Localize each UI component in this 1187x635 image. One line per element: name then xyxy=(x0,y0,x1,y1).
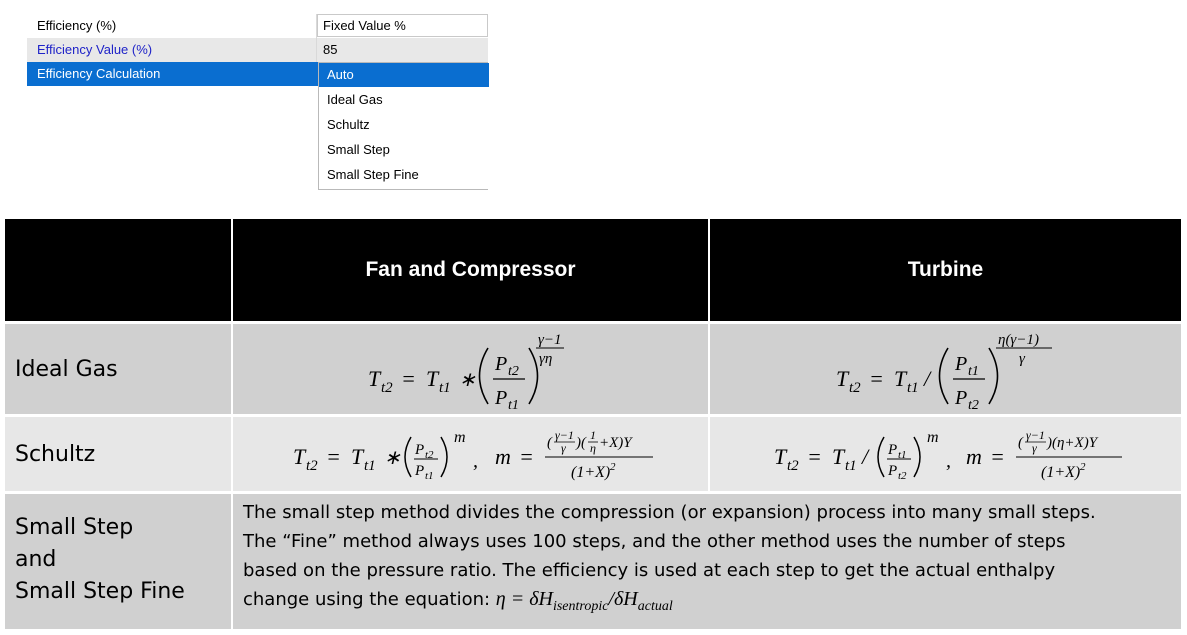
description-line: The small step method divides the compression (or expansion) process into many small steps. xyxy=(243,502,1096,523)
schultz-compressor-equation xyxy=(233,417,708,491)
svg-text:t2: t2 xyxy=(306,458,318,474)
column-divider xyxy=(316,14,317,62)
svg-text:T: T xyxy=(368,366,381,391)
efficiency-value-field[interactable]: 85 xyxy=(323,42,338,57)
property-label: Efficiency Calculation xyxy=(37,66,161,81)
svg-text:t1: t1 xyxy=(508,398,519,413)
svg-text:=: = xyxy=(990,444,1005,469)
svg-text:,: , xyxy=(473,450,478,472)
svg-text:t1: t1 xyxy=(845,458,857,474)
property-label: Efficiency Value (%) xyxy=(37,42,153,57)
svg-text:T: T xyxy=(894,366,907,391)
svg-text:γη: γη xyxy=(539,351,553,367)
svg-text:t2: t2 xyxy=(849,380,861,396)
svg-text:P: P xyxy=(888,442,898,458)
row-label-schultz: Schultz xyxy=(5,417,231,491)
svg-text:=: = xyxy=(807,444,822,469)
svg-text:t1: t1 xyxy=(364,458,376,474)
ideal-gas-compressor-equation xyxy=(233,324,708,414)
svg-text:/: / xyxy=(862,444,869,469)
row-label-small-step xyxy=(5,494,231,629)
efficiency-mode-field[interactable] xyxy=(317,14,488,37)
svg-text:(: ( xyxy=(547,435,552,451)
svg-text:t1: t1 xyxy=(898,449,907,461)
dropdown-option-small-step-fine[interactable]: Small Step Fine xyxy=(327,167,419,182)
schultz-turbine-equation xyxy=(710,417,1181,491)
equation-svg xyxy=(710,417,1181,491)
svg-text:=: = xyxy=(326,444,341,469)
header-empty xyxy=(5,219,231,321)
svg-text:T: T xyxy=(836,366,849,391)
svg-text:(1+X): (1+X) xyxy=(1041,464,1081,481)
efficiency-calculation-dropdown[interactable] xyxy=(318,62,488,190)
svg-text:m: m xyxy=(966,444,982,469)
svg-text:η(γ−1): η(γ−1) xyxy=(998,332,1039,348)
svg-text:∗: ∗ xyxy=(459,369,476,391)
svg-text:/: / xyxy=(924,366,931,391)
ideal-gas-turbine-equation xyxy=(710,324,1181,414)
svg-text:γ: γ xyxy=(561,441,566,455)
equation-svg xyxy=(233,417,708,491)
enthalpy-equation: $\eta = \delta H_{isentropic}/\delta H_{actual}$ xyxy=(495,588,673,614)
svg-text:t2: t2 xyxy=(787,458,799,474)
row-label-ideal-gas: Ideal Gas xyxy=(5,324,231,414)
label-line: Small Step xyxy=(15,515,134,540)
property-row-efficiency[interactable] xyxy=(27,14,488,38)
dropdown-option-ideal-gas[interactable]: Ideal Gas xyxy=(327,92,383,107)
svg-text:t1: t1 xyxy=(968,364,979,379)
svg-text:t2: t2 xyxy=(381,380,393,396)
svg-text:1: 1 xyxy=(590,428,596,442)
label-line: and xyxy=(15,547,57,572)
svg-text:m: m xyxy=(495,444,511,469)
equation-svg xyxy=(233,324,708,414)
property-row-efficiency-value[interactable] xyxy=(27,38,488,62)
svg-text:P: P xyxy=(415,442,425,458)
svg-text:t1: t1 xyxy=(907,380,919,396)
label-line: Small Step Fine xyxy=(15,579,185,604)
property-label: Efficiency (%) xyxy=(37,18,117,33)
svg-text:γ−1: γ−1 xyxy=(555,428,574,442)
svg-text:γ: γ xyxy=(1019,351,1025,367)
efficiency-methods-table xyxy=(5,219,1181,629)
svg-text:=: = xyxy=(869,366,884,391)
description-line-with-equation xyxy=(243,585,1171,621)
svg-text:γ−1: γ−1 xyxy=(538,332,562,348)
dropdown-option-schultz[interactable]: Schultz xyxy=(327,117,370,132)
description-line: The “Fine” method always uses 100 steps, and the other method uses the number of steps xyxy=(243,531,1066,552)
svg-text:T: T xyxy=(774,444,787,469)
svg-text:(: ( xyxy=(1018,435,1023,451)
svg-text:T: T xyxy=(351,444,364,469)
svg-text:m: m xyxy=(454,429,466,446)
header-fan-compressor: Fan and Compressor xyxy=(233,219,708,321)
svg-text:γ: γ xyxy=(1032,441,1037,455)
property-value: Fixed Value % xyxy=(323,18,406,33)
svg-text:t1: t1 xyxy=(439,380,451,396)
small-step-description xyxy=(233,494,1181,629)
svg-text:T: T xyxy=(832,444,845,469)
svg-text:=: = xyxy=(401,366,416,391)
equation-svg xyxy=(710,324,1181,414)
svg-text:)(η+X)Y: )(η+X)Y xyxy=(1047,435,1098,451)
svg-text:)(: )( xyxy=(576,435,586,451)
svg-text:P: P xyxy=(955,353,968,375)
svg-text:t2: t2 xyxy=(508,364,519,379)
dropdown-option-small-step[interactable]: Small Step xyxy=(327,142,390,157)
svg-text:P: P xyxy=(955,387,968,409)
description-line: change using the equation: xyxy=(243,589,496,610)
svg-text:t2: t2 xyxy=(968,398,979,413)
svg-text:t2: t2 xyxy=(425,449,434,461)
svg-text:T: T xyxy=(293,444,306,469)
svg-text:T: T xyxy=(426,366,439,391)
svg-text:,: , xyxy=(946,450,951,472)
description-line: based on the pressure ratio. The efficiency is used at each step to get the actual enthalpy xyxy=(243,560,1056,581)
dropdown-option-auto[interactable]: Auto xyxy=(319,63,489,87)
svg-text:η: η xyxy=(590,441,596,455)
header-turbine: Turbine xyxy=(710,219,1181,321)
svg-text:γ−1: γ−1 xyxy=(1026,428,1045,442)
svg-text:2: 2 xyxy=(610,461,616,473)
svg-text:+X)Y: +X)Y xyxy=(599,435,632,451)
svg-text:2: 2 xyxy=(1080,461,1086,473)
svg-text:=: = xyxy=(519,444,534,469)
svg-text:P: P xyxy=(495,387,508,409)
svg-text:P: P xyxy=(495,353,508,375)
svg-text:t2: t2 xyxy=(898,470,907,482)
svg-text:t1: t1 xyxy=(425,470,434,482)
svg-text:∗: ∗ xyxy=(384,447,401,469)
svg-text:P: P xyxy=(888,463,898,479)
svg-text:(1+X): (1+X) xyxy=(571,464,611,481)
svg-text:P: P xyxy=(415,463,425,479)
svg-text:m: m xyxy=(927,429,939,446)
